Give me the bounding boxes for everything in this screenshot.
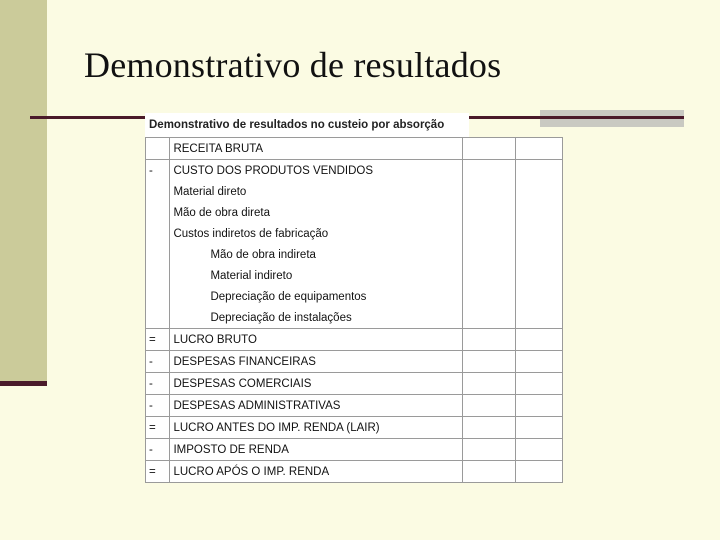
row-sign: -	[146, 373, 170, 395]
table-row	[146, 395, 563, 417]
value-cell-2	[515, 138, 562, 160]
row-sign	[146, 307, 170, 329]
value-cell-1	[463, 307, 515, 329]
row-label: LUCRO APÓS O IMP. RENDA	[170, 461, 463, 483]
row-label: CUSTO DOS PRODUTOS VENDIDOS	[170, 160, 463, 182]
value-cell-1	[463, 373, 515, 395]
value-cell-2	[515, 286, 562, 307]
value-cell-2	[515, 395, 562, 417]
value-cell-2	[515, 307, 562, 329]
value-cell-2	[515, 439, 562, 461]
value-cell-2	[515, 417, 562, 439]
sidebar-accent-line	[0, 381, 47, 386]
decorative-sidebar	[0, 0, 47, 385]
row-label: RECEITA BRUTA	[170, 138, 463, 160]
row-sign: =	[146, 329, 170, 351]
value-cell-2	[515, 351, 562, 373]
row-sign: -	[146, 395, 170, 417]
table-row	[146, 439, 563, 461]
row-sign	[146, 265, 170, 286]
value-cell-2	[515, 244, 562, 265]
row-label: Depreciação de equipamentos	[170, 286, 463, 307]
row-sign: -	[146, 351, 170, 373]
value-cell-2	[515, 160, 562, 182]
row-label: Depreciação de instalações	[170, 307, 463, 329]
value-cell-1	[463, 351, 515, 373]
income-statement	[145, 113, 565, 483]
table-row	[146, 286, 563, 307]
value-cell-1	[463, 138, 515, 160]
value-cell-1	[463, 439, 515, 461]
value-cell-1	[463, 395, 515, 417]
row-sign	[146, 244, 170, 265]
value-cell-1	[463, 202, 515, 223]
value-cell-1	[463, 223, 515, 244]
table-row	[146, 307, 563, 329]
value-cell-2	[515, 265, 562, 286]
value-cell-1	[463, 265, 515, 286]
value-cell-2	[515, 181, 562, 202]
table-row	[146, 181, 563, 202]
table-row	[146, 351, 563, 373]
row-label: Material indireto	[170, 265, 463, 286]
row-sign	[146, 223, 170, 244]
table-row	[146, 373, 563, 395]
table-row	[146, 244, 563, 265]
row-sign	[146, 286, 170, 307]
income-statement-table	[145, 137, 563, 483]
table-row	[146, 329, 563, 351]
value-cell-1	[463, 461, 515, 483]
row-label: DESPESAS COMERCIAIS	[170, 373, 463, 395]
table-row	[146, 265, 563, 286]
table-row	[146, 138, 563, 160]
value-cell-1	[463, 417, 515, 439]
row-label: LUCRO ANTES DO IMP. RENDA (LAIR)	[170, 417, 463, 439]
table-row	[146, 461, 563, 483]
row-label: Mão de obra direta	[170, 202, 463, 223]
row-sign: -	[146, 160, 170, 182]
row-label: IMPOSTO DE RENDA	[170, 439, 463, 461]
value-cell-1	[463, 181, 515, 202]
table-row	[146, 417, 563, 439]
value-cell-2	[515, 223, 562, 244]
table-row	[146, 202, 563, 223]
slide-title: Demonstrativo de resultados	[84, 45, 502, 85]
row-sign: =	[146, 461, 170, 483]
table-row	[146, 160, 563, 182]
row-sign	[146, 138, 170, 160]
row-sign	[146, 181, 170, 202]
value-cell-1	[463, 160, 515, 182]
row-label: Custos indiretos de fabricação	[170, 223, 463, 244]
row-label: Material direto	[170, 181, 463, 202]
table-heading: Demonstrativo de resultados no custeio por absorção	[145, 113, 469, 137]
row-sign	[146, 202, 170, 223]
value-cell-2	[515, 329, 562, 351]
row-sign: -	[146, 439, 170, 461]
value-cell-1	[463, 286, 515, 307]
value-cell-2	[515, 373, 562, 395]
table-body	[146, 138, 563, 483]
row-sign: =	[146, 417, 170, 439]
row-label: Mão de obra indireta	[170, 244, 463, 265]
table-row	[146, 223, 563, 244]
row-label: DESPESAS ADMINISTRATIVAS	[170, 395, 463, 417]
value-cell-1	[463, 244, 515, 265]
row-label: LUCRO BRUTO	[170, 329, 463, 351]
value-cell-1	[463, 329, 515, 351]
row-label: DESPESAS FINANCEIRAS	[170, 351, 463, 373]
value-cell-2	[515, 202, 562, 223]
value-cell-2	[515, 461, 562, 483]
